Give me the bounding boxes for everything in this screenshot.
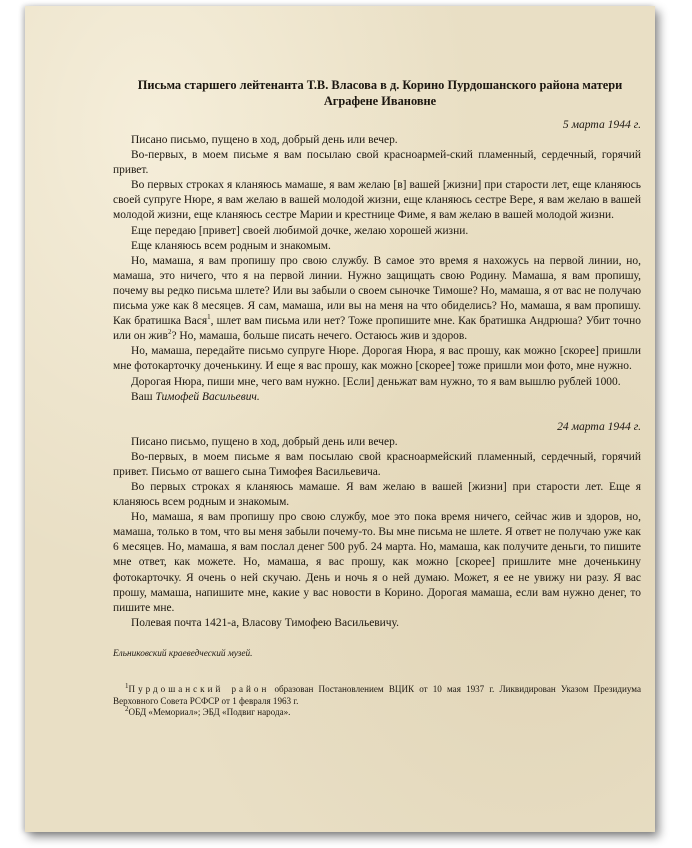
letter-separator [113, 405, 641, 419]
letter-2 [113, 419, 641, 631]
footnotes [113, 681, 641, 719]
footnote-1 [113, 681, 641, 707]
footnote-text: ОБД «Мемориал»; ЭБД «Подвиг народа». [128, 707, 291, 718]
footnote-ref-1[interactable]: 1 [207, 313, 211, 322]
letter-1-paragraph: Во-первых, в моем письме я вам посылаю свой красноармей-ский пламенный, сердечный, горячий привет. [113, 149, 641, 177]
signature-prefix: Ваш [131, 390, 156, 403]
letter-1-paragraph: Писано письмо, пущено в ход, добрый день или вечер. [131, 134, 398, 146]
paragraph-text: , шлет вам письма или нет? Тоже пропишите мне. Как братишка Андрюша? Убит точно или он жив [113, 315, 642, 343]
document-title: Письма старшего лейтенанта Т.В. Власова в д. Корино Пурдошанского района матери Аграфене Ивановне [137, 78, 623, 108]
signature-name: Тимофей Васильевич. [155, 390, 260, 403]
paragraph-text: Но, мамаша, я вам пропишу про свою службу. В самое это время я нахожусь на первой линии, но, мамаша, это ничего, что я на первой линии. Нужно защищать свою Родину. Мамаша, я вам пропишу, почему вы редко письма шлете? Или вы забыли о своем сыночке Тимоше? Но, мамаша, я от вас не получаю письма уже как 8 месяцев. Я сам, мамаша, или вы на меня на что обиделись? Но, мамаша, я вам пропишу. Как братишка Вася [113, 254, 641, 328]
letter-2-paragraph: Во-первых, в моем письме я вам посылаю свой красноармейский пламенный, сердечный, горячий привет. Письмо от вашего сына Тимофея Васильевича. [113, 450, 641, 478]
letter-1-date: 5 марта 1944 г. [562, 118, 641, 131]
footnote-mark: 1 [125, 681, 129, 690]
letter-2-paragraph: Но, мамаша, я вам пропишу про свою службу, мое это пока время ничего, сейчас жив и здоров, но, мамаша, только в том, что вы меня забыли почему-то. Вы мне письма не шлете. Я ответ не получаю уже как 6 месяцев. Но, мамаша, я вам послал денег 500 руб. 24 марта. Но, мамаша, как получите деньги, то пишите мне ответ, как можете. Но, мамаша, я вас прошу, как можно [скорее] пришлите мне доченькину фотокарточку. Я очень о ней скучаю. День и ночь я о ней думаю. Может, я ее не увижу ни разу. Я вас прошу, мамаша, напишите мне, какие у вас новости в Корино. Дорогая мамаша, если вам нужно денег, то пишите мне. [113, 511, 641, 614]
letter-1 [113, 117, 641, 405]
footnote-term: Пурдошанский район [128, 683, 270, 694]
letter-1-paragraph [113, 254, 641, 345]
letter-2-paragraph: Полевая почта 1421-а, Власову Тимофею Васильевичу. [131, 616, 399, 629]
letter-1-paragraph: Еще кланяюсь всем родным и знакомым. [131, 239, 331, 252]
footnote-text: образован Постановлением ВЦИК от 10 мая 1937 г. Ликвидирован Указом Президиума Верховного Совета РСФСР от 1 февраля 1963 г. [113, 683, 641, 706]
footnote-ref-2[interactable]: 2 [167, 328, 172, 337]
document-page [25, 6, 655, 832]
letter-1-paragraph: Но, мамаша, передайте письмо супруге Нюре. Дорогая Нюра, я вас прошу, как можно [скорее] пришли мне фотокарточку доченькину. И еще я вас прошу, как можно [скорее] тоже пришли мои фото, мне нужно. [113, 345, 641, 373]
page-content [113, 78, 641, 719]
paragraph-text: ? Но, мамаша, больше писать нечего. Остаюсь жив и здоров. [171, 330, 468, 343]
letter-1-paragraph: Еще передаю [привет] своей любимой дочке, желаю хорошей жизни. [131, 224, 469, 237]
footnote-2 [113, 707, 641, 719]
letter-1-signature [113, 390, 641, 405]
letter-1-paragraph: Дорогая Нюра, пиши мне, чего вам нужно. [Если] деньжат вам нужно, то я вам вышлю рублей 1000. [131, 375, 621, 388]
letter-2-paragraph: Во первых строках я кланяюсь мамаше. Я вам желаю в вашей [жизни] при старости лет. Еще я кланяюсь всем родным и знакомым. [113, 480, 641, 509]
letter-2-date: 24 марта 1944 г. [557, 419, 641, 433]
letter-1-paragraph: Во первых строках я кланяюсь мамаше, я вам желаю [в] вашей [жизни] при старости лет, еще кланяюсь своей супруге Нюре, я вам желаю в вашей молодой жизни, еще кланяюсь сестре Вере, я вам желаю в вашей молодой жизни, еще кланяюсь сестре Марии и крестнице Фиме, я вам желаю в вашей молодой жизни. [113, 179, 641, 222]
source-attribution: Ельниковский краеведческий музей. [113, 648, 253, 659]
letter-2-paragraph: Писано письмо, пущено в ход, добрый день или вечер. [131, 435, 398, 448]
footnote-mark: 2 [125, 705, 129, 714]
